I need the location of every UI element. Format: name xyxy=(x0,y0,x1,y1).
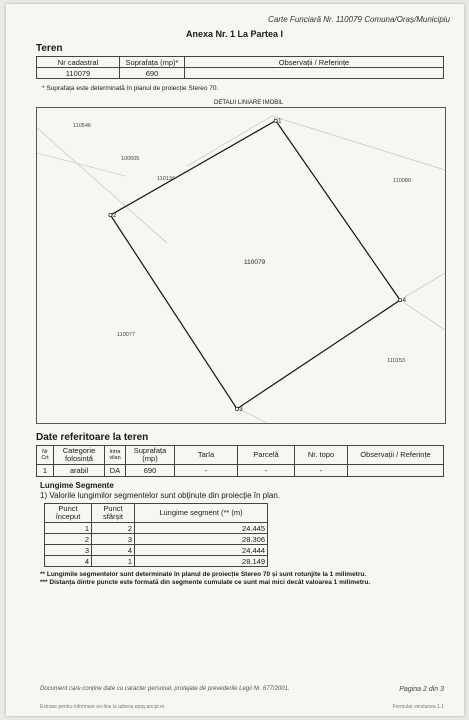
teren-table-header xyxy=(37,57,444,68)
vertex-label: 2 xyxy=(112,213,117,220)
cell-parcela: - xyxy=(238,465,295,477)
cell-nr-topo: - xyxy=(295,465,348,477)
neighbor-label: 110134 xyxy=(157,176,175,182)
neighbor-label: 110153 xyxy=(387,358,405,364)
col-parcela: Parcelă xyxy=(238,446,295,465)
neighbor-label: 110546 xyxy=(73,123,91,129)
source-note: Extrase pentru informare on-line la adresa epay.ancpi.ro xyxy=(40,704,165,710)
annex-title: Anexa Nr. 1 La Partea I xyxy=(186,29,284,39)
cell-start: 1 xyxy=(45,523,92,534)
neighbor-label: 100605 xyxy=(121,156,140,162)
col-observatii-referinte: Observații / Referințe xyxy=(348,446,444,465)
cell-intravilan: DA xyxy=(105,465,126,477)
cell-start: 3 xyxy=(45,545,92,556)
segments-note: 1) Valorile lungimilor segmentelor sunt obținute din proiecție în plan. xyxy=(40,491,280,500)
table-row xyxy=(45,523,268,534)
cell-tarla: - xyxy=(175,465,238,477)
col-intravilan: Intra vilan xyxy=(105,446,126,465)
col-tarla: Tarla xyxy=(175,446,238,465)
cell-length: 24.445 xyxy=(135,523,268,534)
vertex-marker xyxy=(109,214,112,217)
col-lungime-segment: Lungime segment (** (m) xyxy=(135,504,268,523)
rounding-note: ** Lungimile segmentelor sunt determinate în planul de proiecție Stereo 70 și sunt rotunjite la 1 milimetru. xyxy=(40,571,367,578)
segments-table-header xyxy=(45,504,268,523)
vertex-marker xyxy=(399,299,402,302)
teren-table xyxy=(36,56,444,79)
vertex-marker xyxy=(235,407,238,410)
cell-length: 24.444 xyxy=(135,545,268,556)
cell-end: 2 xyxy=(92,523,135,534)
cell-categorie: arabil xyxy=(54,465,105,477)
parcel-plan xyxy=(36,107,446,424)
cell-observatii xyxy=(348,465,444,477)
plan-caption: DETALII LINIARE IMOBIL xyxy=(214,100,284,106)
table-row xyxy=(45,534,268,545)
form-version: Formular versiunea 1.1 xyxy=(392,704,444,710)
segments-footnotes xyxy=(40,571,370,587)
segments-heading: Lungime Segmente xyxy=(40,481,114,490)
col-nr-topo: Nr. topo xyxy=(295,446,348,465)
confidentiality-note: Document care conține date cu caracter personal, protejate de prevederile Legii Nr. 677/2001. xyxy=(40,686,290,692)
cell-suprafata: 690 xyxy=(126,465,175,477)
col-nr-crt: Nr Crt xyxy=(37,446,54,465)
neighbor-label: 110080 xyxy=(393,178,411,184)
vertex-label: 3 xyxy=(239,406,243,413)
col-punct-sfarsit: Punct sfârșit xyxy=(92,504,135,523)
table-row xyxy=(45,556,268,567)
cell-observatii xyxy=(185,68,444,79)
vertex-marker xyxy=(274,119,277,122)
plan-neighbor-lines xyxy=(37,116,445,423)
col-nr-cadastral: Nr cadastral xyxy=(37,57,120,68)
distance-note: *** Distanța dintre puncte este formată din segmente cumulate ce sunt mai mici decât valoarea 1 milimetru. xyxy=(40,579,371,586)
cell-end: 3 xyxy=(92,534,135,545)
parcel-number-label: 110079 xyxy=(244,259,266,266)
table-row xyxy=(37,68,444,79)
col-punct-inceput: Punct început xyxy=(45,504,92,523)
land-data-table xyxy=(36,445,444,477)
col-categorie: Categorie folosință xyxy=(54,446,105,465)
document-page xyxy=(6,4,464,716)
surface-footnote: * Suprafața este determinată în planul de proiecție Stereo 70. xyxy=(42,85,219,92)
cell-end: 4 xyxy=(92,545,135,556)
vertex-label: 1 xyxy=(278,118,282,125)
cell-end: 1 xyxy=(92,556,135,567)
col-observatii: Observații / Referințe xyxy=(185,57,444,68)
vertex-label: 4 xyxy=(402,298,406,305)
cell-start: 4 xyxy=(45,556,92,567)
date-teren-heading: Date referitoare la teren xyxy=(36,432,149,443)
cell-start: 2 xyxy=(45,534,92,545)
table-row xyxy=(45,545,268,556)
col-suprafata: Suprafața (mp)* xyxy=(120,57,185,68)
page-number: Pagina 2 din 3 xyxy=(399,686,444,693)
cell-nr-cadastral: 110079 xyxy=(37,68,120,79)
teren-heading: Teren xyxy=(36,43,63,54)
col-suprafata-mp: Suprafața (mp) xyxy=(126,446,175,465)
land-data-header xyxy=(37,446,444,465)
neighbor-label: 110077 xyxy=(117,332,135,338)
parcel-plan-drawing xyxy=(37,108,445,423)
segments-table xyxy=(44,503,268,567)
cell-suprafata: 690 xyxy=(120,68,185,79)
cell-length: 28.306 xyxy=(135,534,268,545)
land-book-reference: Carte Funciară Nr. 110079 Comuna/Oraș/Municipiu xyxy=(268,15,450,24)
cell-length: 28.149 xyxy=(135,556,268,567)
cell-nr-crt: 1 xyxy=(37,465,54,477)
table-row xyxy=(37,465,444,477)
